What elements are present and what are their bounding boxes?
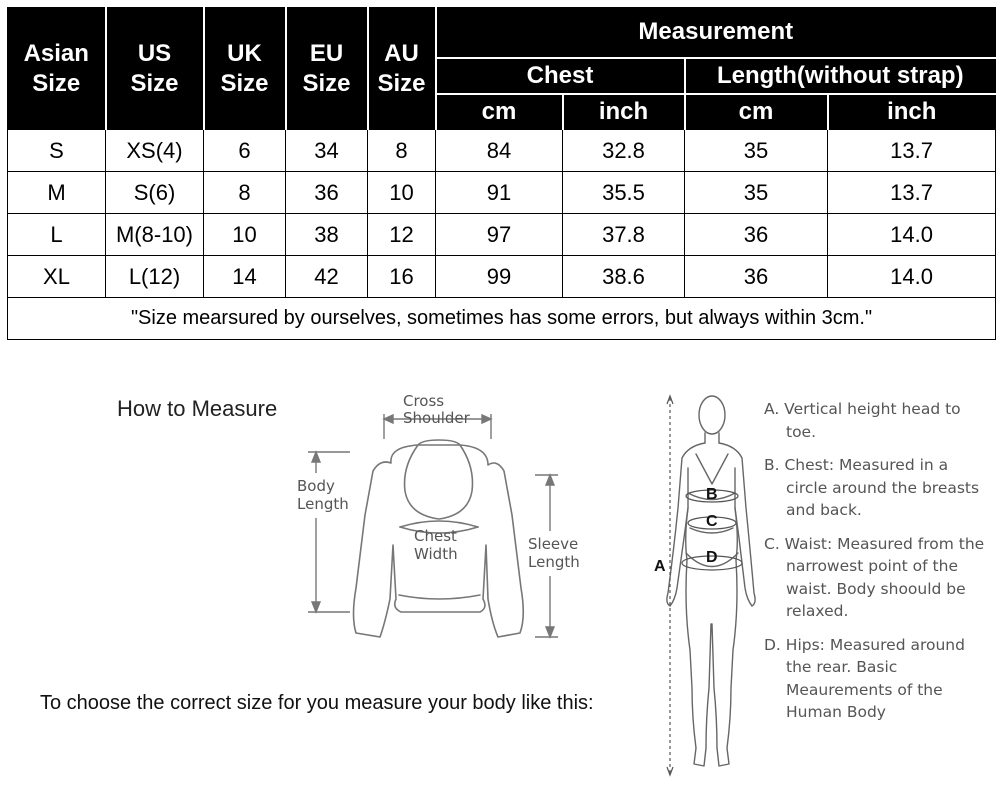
measurement-note: "Size mearsured by ourselves, sometimes has some errors, but always within 3cm."	[8, 298, 996, 340]
header-asian-size: Asian Size	[8, 8, 106, 130]
cell-uk-size: 14	[204, 256, 286, 298]
body-measurement-diagram	[650, 388, 760, 785]
cell-eu-size: 42	[286, 256, 368, 298]
size-chart-table	[7, 7, 996, 340]
cell-length-cm: 36	[685, 256, 828, 298]
cell-au-size: 16	[368, 256, 436, 298]
cell-length-inch: 13.7	[828, 130, 996, 172]
table-row	[8, 130, 996, 172]
label-b: B	[706, 486, 718, 503]
note-waist: C. Waist: Measured from the narrowest point of the waist. Body shoould be relaxed.	[764, 534, 985, 620]
cell-asian-size: XL	[8, 256, 106, 298]
chest-label: Chest	[414, 527, 457, 545]
cell-us-size: M(8-10)	[106, 214, 204, 256]
cell-eu-size: 38	[286, 214, 368, 256]
cell-us-size: XS(4)	[106, 130, 204, 172]
cross-label: Cross	[403, 392, 445, 410]
label-c: C	[706, 513, 718, 530]
label-d: D	[706, 549, 718, 566]
cell-chest-inch: 35.5	[563, 172, 685, 214]
cell-au-size: 10	[368, 172, 436, 214]
shoulder-label: Shoulder	[403, 409, 470, 427]
width-label: Width	[414, 545, 458, 563]
measurement-notes	[764, 398, 994, 735]
cell-asian-size: M	[8, 172, 106, 214]
cell-chest-cm: 91	[436, 172, 563, 214]
cell-au-size: 8	[368, 130, 436, 172]
header-chest-inch: inch	[563, 94, 685, 130]
cell-length-inch: 13.7	[828, 172, 996, 214]
cell-chest-cm: 84	[436, 130, 563, 172]
cell-us-size: S(6)	[106, 172, 204, 214]
cell-asian-size: S	[8, 130, 106, 172]
cell-length-inch: 14.0	[828, 256, 996, 298]
cell-uk-size: 10	[204, 214, 286, 256]
label-a: A	[654, 558, 666, 575]
cell-uk-size: 6	[204, 130, 286, 172]
table-row	[8, 256, 996, 298]
note-hips: D. Hips: Measured around the rear. Basic Meaurements of the Human Body	[764, 635, 965, 721]
cell-length-cm: 36	[685, 214, 828, 256]
table-row	[8, 214, 996, 256]
cell-us-size: L(12)	[106, 256, 204, 298]
header-chest-cm: cm	[436, 94, 563, 130]
cell-uk-size: 8	[204, 172, 286, 214]
cell-length-cm: 35	[685, 130, 828, 172]
cell-length-inch: 14.0	[828, 214, 996, 256]
header-length-inch: inch	[828, 94, 996, 130]
cell-asian-size: L	[8, 214, 106, 256]
note-row	[8, 298, 996, 340]
header-us-size: US Size	[106, 8, 204, 130]
cell-chest-inch: 37.8	[563, 214, 685, 256]
cell-chest-inch: 38.6	[563, 256, 685, 298]
header-measurement: Measurement	[436, 8, 996, 58]
header-eu-size: EU Size	[286, 8, 368, 130]
header-uk-size: UK Size	[204, 8, 286, 130]
cell-chest-inch: 32.8	[563, 130, 685, 172]
cell-eu-size: 36	[286, 172, 368, 214]
shirt-measurement-diagram	[290, 385, 600, 655]
body-length-label: Length	[297, 495, 349, 513]
header-chest: Chest	[436, 58, 685, 94]
cell-length-cm: 35	[685, 172, 828, 214]
header-length: Length(without strap)	[685, 58, 996, 94]
body-label: Body	[297, 477, 335, 495]
choose-size-instruction: To choose the correct size for you measure your body like this:	[40, 692, 594, 714]
sleeve-length-label: Length	[528, 553, 580, 571]
cell-chest-cm: 99	[436, 256, 563, 298]
how-to-measure-title: How to Measure	[117, 396, 278, 421]
cell-chest-cm: 97	[436, 214, 563, 256]
header-length-cm: cm	[685, 94, 828, 130]
table-row	[8, 172, 996, 214]
note-chest: B. Chest: Measured in a circle around the breasts and back.	[764, 456, 980, 519]
cell-au-size: 12	[368, 214, 436, 256]
header-au-size: AU Size	[368, 8, 436, 130]
sleeve-label: Sleeve	[528, 535, 579, 553]
note-vertical-height: A. Vertical height head to toe.	[764, 400, 961, 441]
cell-eu-size: 34	[286, 130, 368, 172]
